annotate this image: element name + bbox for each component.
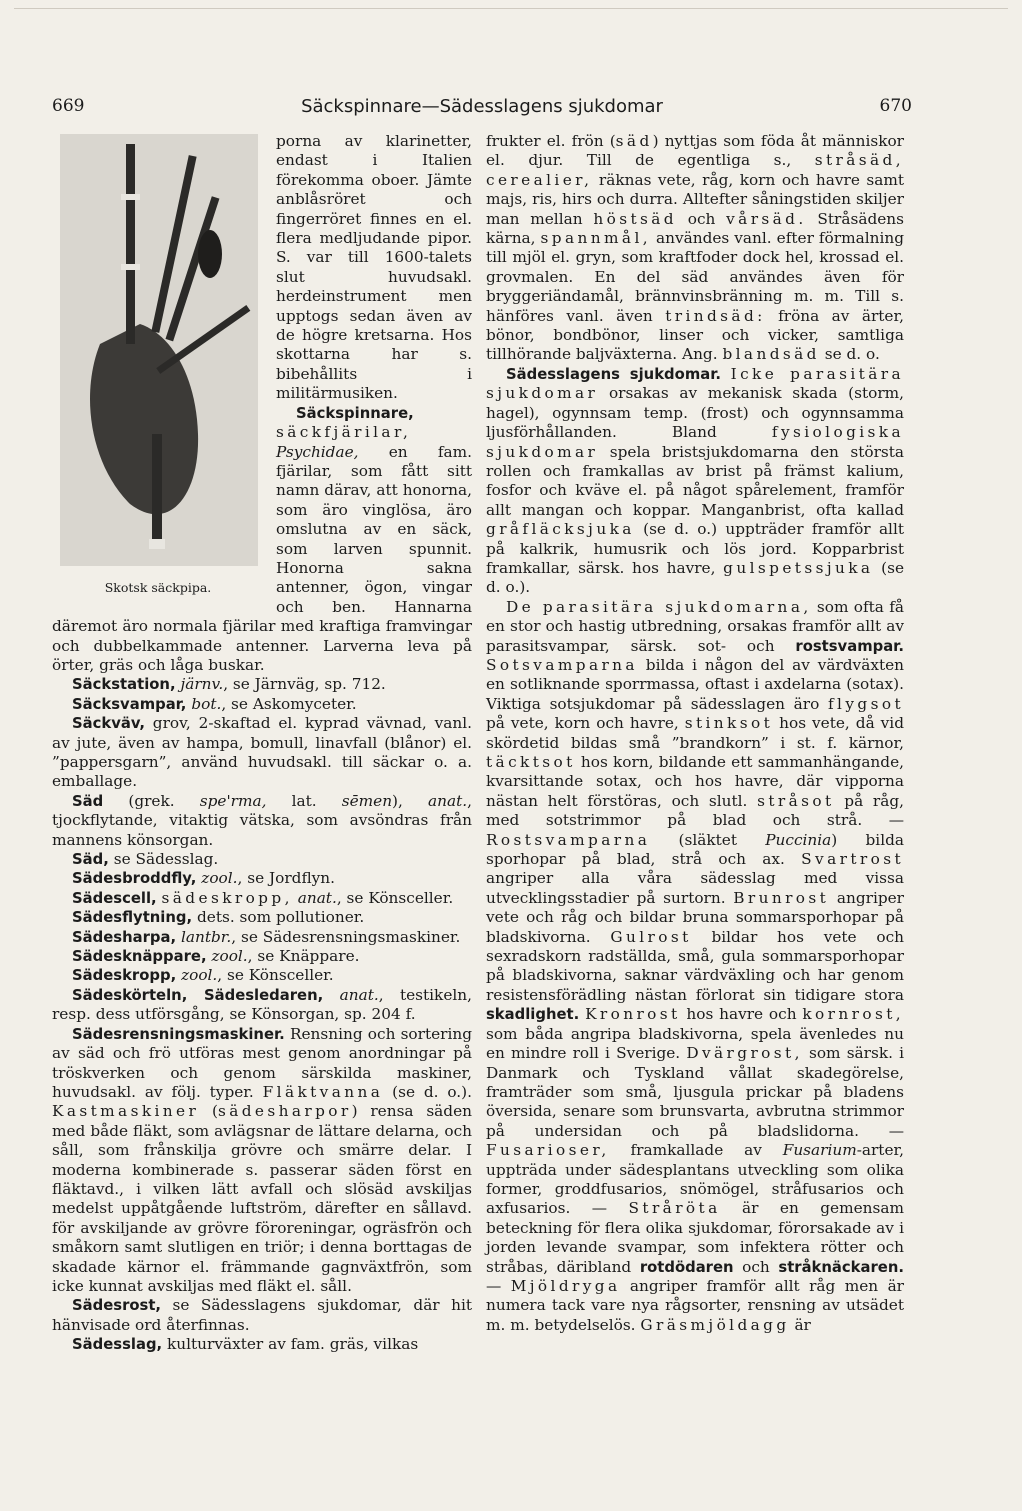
headword: Sädeskörteln, Sädesledaren, — [72, 986, 324, 1004]
spaced-term: Stråröta — [628, 1199, 721, 1218]
headword: Sädescell, — [72, 889, 157, 907]
entry-text: , se Järnväg, sp. 712. — [223, 675, 386, 694]
entry-text: se Sädesslag. — [108, 850, 219, 869]
italic-term: Psychidae, — [276, 442, 359, 461]
entry-text: , se Könsceller. — [336, 888, 454, 907]
spaced-term: kornrost, — [802, 1005, 904, 1024]
entry-text: orsakas av mekanisk skada (storm, hagel), ogynnsam temp. (frost) och ogynnsamma ljusförhållanden. Bland — [486, 384, 904, 442]
headword: Sädesslag, — [72, 1336, 163, 1354]
spaced-term: stråsot — [757, 791, 835, 810]
entry-text: , testikeln, resp. dess utförsgång, se Könsorgan, sp. 204 f. — [52, 985, 472, 1024]
bold-term: stråknäckaren. — [778, 1258, 904, 1276]
entry-text: lat. — [266, 791, 342, 810]
entry-text: är en gemensam beteckning för flera olika sjukdomar, förorsakade av i jorden levande svampar, som infektera rötter och stråbas, däribland — [486, 1199, 904, 1276]
headword: Sädesflytning, — [72, 909, 193, 927]
entry-sad-ref — [52, 850, 472, 869]
page-number-right: 670 — [879, 96, 912, 116]
entry-text: dets. som pollutioner. — [192, 908, 365, 927]
entry-text: , tjockflytande, vitaktig vätska, som avsöndras från mannens könsorgan. — [52, 791, 472, 849]
entry-text: , se Könsceller. — [217, 966, 334, 985]
spaced-term: flygsot — [828, 694, 904, 713]
entry-text: hos havre och — [680, 1005, 803, 1024]
spaced-term: Fusarioser, — [486, 1141, 610, 1160]
page-header — [52, 96, 912, 122]
entry-text: (se d. o.). — [486, 558, 904, 597]
spaced-term: täcktsot — [486, 753, 576, 771]
italic-term: bot. — [191, 694, 222, 713]
italic-term: Puccinia — [765, 830, 832, 849]
spaced-term: höstsäd — [593, 209, 677, 228]
entry-text: bilda i någon del av värdväxten en sotliknande sporrmassa, oftast i axdelarna (sotax). Viktiga sotsjukdomar på sädesslagen äro — [486, 655, 904, 713]
spaced-term: Kronrost — [585, 1005, 681, 1024]
headword: Säd, — [72, 851, 109, 869]
entry-text: Rensning och sortering av säd och frö utföras mest genom anordningar på tröskverken och genom särskilda maskiner, huvudsakl. av följ. typer. — [52, 1024, 472, 1101]
spaced-term: vårsäd. — [726, 209, 807, 228]
entry-text: ) bilda sporhopar på blad, strå och ax. — [486, 830, 905, 869]
entry-text: är — [789, 1315, 811, 1334]
entry-text: som båda angripa bladskivorna, spela ävenledes nu en mindre roll i Sverige. — [486, 1024, 904, 1063]
entry-sadesharpa — [52, 928, 472, 947]
spaced-term: Svartrost — [801, 850, 904, 869]
headword: Sädesrost, — [72, 1297, 162, 1315]
entry-text: kulturväxter av fam. gräs, vilkas — [162, 1335, 419, 1354]
entry-text: på vete, korn och havre, — [486, 714, 685, 733]
spaced-term: Mjöldryga — [510, 1276, 621, 1295]
spaced-term: Kastmaskiner — [52, 1102, 200, 1121]
italic-term: zool. — [181, 966, 218, 985]
entry-text: , se Askomyceter. — [221, 694, 357, 713]
left-column — [52, 132, 472, 1355]
spaced-term: spannmål, — [540, 229, 651, 248]
bagpipe-illustration — [60, 134, 258, 566]
entry-text: -arter, uppträda under sädesplantans utveckling som olika former, groddfusarios, snömögel, stråfusarios och axfusarios. — — [486, 1141, 904, 1218]
spaced-term: gulspetssjuka — [723, 558, 874, 577]
entry-text: fröna av ärter, bönor, bondbönor, linser och vicker, samtliga tillhörande baljväxterna. Ang. — [486, 306, 904, 364]
entry-sadesslag — [52, 1335, 472, 1354]
headword: Säckstation, — [72, 676, 176, 694]
headword: Sädesbroddfly, — [72, 870, 197, 888]
italic-term: anat. — [297, 888, 337, 907]
entry-text: ), — [392, 791, 429, 810]
bold-term: rotdödaren — [639, 1258, 734, 1276]
spaced-term: Gräsmjöldagg — [640, 1315, 790, 1334]
entry-text: användes vanl. efter förmalning till mjöl el. gryn, som kraftfoder dock hel, krossad el. grovmalen. En del säd användes även för bryggeriändamål, brännvinsbränning m. m. Till s. hänföres vanl. även — [486, 229, 904, 325]
page-number-left: 669 — [52, 96, 85, 116]
spaced-term: De parasitära sjukdomarna, — [506, 597, 812, 616]
entry-text: (se d. o.) uppträder framför allt på kalkrik, humusrik och lös jord. Kopparbrist framkallar, särsk. hos havre, — [486, 520, 904, 577]
spaced-term: stråsäd, cerealier, — [486, 151, 904, 189]
spaced-term: Gulrost — [610, 927, 692, 946]
sadesslag-continuation — [486, 132, 904, 365]
entry-text: , se Sädesrensningsmaskiner. — [231, 927, 461, 946]
spaced-term: Sotsvamparna — [486, 655, 638, 674]
entry-text: (släktet — [650, 830, 766, 849]
entry-sadesrensningsmaskiner — [52, 1025, 472, 1297]
headword: Sädesrensningsmaskiner. — [72, 1025, 285, 1043]
figure-caption: Skotsk säckpipa. — [104, 580, 212, 595]
entry-text: angriper framför allt råg men är numera tack vare nya rågsorter, rensning av utsädet m. m. betydelselös. — [486, 1276, 904, 1334]
entry-text — [721, 365, 731, 383]
headword: Säckspinnare, — [296, 404, 414, 422]
spaced-term: Brunrost — [733, 888, 830, 907]
headword: Sädesharpa, — [72, 928, 177, 946]
spaced-term: Fläktvanna — [262, 1082, 384, 1101]
entry-text: bildar hos vete och sexradskorn radställda, små, gula sommarsporhopar på bladskivorna, saknar värdväxling och har genom resistensförädling nästan förlorat sin tidigare stora — [486, 927, 905, 1004]
entry-text: och — [733, 1257, 779, 1276]
bagpipe-photo — [60, 134, 258, 566]
spaced-term: fysiologiska sjukdomar — [486, 423, 904, 461]
entry-text: ) nyttjas som föda åt människor el. djur. Till de egentliga s., — [486, 132, 904, 170]
entry-text: på råg, med sotstrimmor på blad och strå. — — [486, 791, 904, 830]
right-column — [486, 132, 904, 1335]
entry-sadesknappare — [52, 947, 472, 966]
spaced-term: sädesharpor — [217, 1102, 352, 1121]
italic-term: lantbr. — [180, 927, 232, 946]
italic-term: anat. — [339, 985, 379, 1004]
italic-term: sēmen — [341, 791, 393, 810]
bold-term: skadlighet. — [486, 1006, 580, 1024]
entry-text: angriper vete och råg och bildar bruna sommarsporhopar på bladskivorna. — [486, 888, 904, 946]
spaced-term: blandsäd — [722, 345, 820, 364]
entry-text: och — [676, 209, 727, 228]
entry-text: — — [486, 1276, 511, 1295]
entry-text: grov, 2-skaftad el. kyprad vävnad, vanl. av jute, även av hampa, bomull, linavfall (blånor) el. ”pappersgarn”, använd huvudsakl. till säckar o. a. emballage. — [52, 714, 472, 791]
entry-text: som särsk. i Danmark och Tyskland vållat skadegörelse, framträder som små, ljusgula prickar på bladens översida, senare som brunsvarta, avbrutna strimmor på undersidan och på bladslidorna. — — [486, 1044, 904, 1140]
spaced-term: Dvärgrost, — [686, 1044, 803, 1063]
entry-text: (se d. o.). — [383, 1082, 472, 1101]
spaced-term: säd — [615, 132, 653, 150]
entry-sadeskropp — [52, 966, 472, 985]
entry-sackstation — [52, 675, 472, 694]
spaced-term: gråfläcksjuka — [486, 520, 635, 539]
italic-term: zool. — [211, 947, 248, 966]
entry-text: (grek. — [103, 791, 200, 810]
entry-text: räknas vete, råg, korn och havre samt majs, ris, hirs och durra. Alltefter såningstiden skiljer man mellan — [486, 170, 904, 228]
top-border-line — [14, 8, 1008, 9]
entry-text: ( — [199, 1102, 218, 1121]
paragraph-parasitara — [486, 598, 904, 1335]
italic-term: anat. — [428, 791, 468, 810]
entry-text: en fam. fjärilar, som fått sitt namn därav, att honorna, som äro vinglösa, äro omslutna av en säck, som larven spunnit. Honorna sakna antenner, ögon, vingar och ben. Hannarna däremot äro normala fjärilar med kraftiga framvingar och dubbelkammade antenner. Larverna leva på örter, gräs och låga buskar. — [52, 442, 472, 674]
headword: Säckväv, — [72, 715, 145, 733]
italic-term: zool. — [201, 869, 238, 888]
entry-text: frukter el. frön ( — [486, 132, 616, 150]
headword: Sädesslagens sjukdomar. — [506, 365, 722, 383]
entry-text: , se Knäppare. — [247, 947, 360, 966]
entry-text: , se Jordflyn. — [237, 869, 336, 888]
entry-text: framkallade av — [609, 1141, 783, 1160]
entry-text: hos vete, då vid skördetid bildas små ”brandkorn” i st. f. kärnor, — [486, 714, 904, 752]
entry-sadesbroddfly — [52, 869, 472, 888]
entry-sadesrost — [52, 1296, 472, 1335]
headword: Säd — [72, 792, 104, 810]
spaced-term: Rostsvamparna — [486, 830, 651, 849]
bold-term: rostsvampar. — [795, 637, 904, 655]
spaced-term: Icke parasitära sjukdomar — [486, 364, 904, 403]
entry-sadescell — [52, 889, 472, 908]
entry-text: spela bristsjukdomarna den största rollen och framkallas av brist på främst kalium, fosfor och kväve el. på något spårelement, framför allt mangan och koppar. Manganbrist, ofta kallad — [486, 442, 904, 519]
spaced-term: stinksot — [684, 714, 774, 733]
headword: Sädeskropp, — [72, 967, 177, 985]
headword: Sädesknäppare, — [72, 948, 207, 966]
figure-bagpipe — [52, 132, 264, 606]
entry-sackvav — [52, 714, 472, 792]
spaced-term: trindsäd: — [665, 306, 766, 325]
entry-text: hos korn, bildande ett sammanhängande, kvarsittande sotax, och hos havre, där vipporna nästan helt förstöras, och slutl. — [486, 753, 904, 810]
italic-term: järnv. — [180, 675, 224, 694]
spaced-term: säckfjärilar, — [276, 423, 412, 442]
italic-term: spe'rma, — [199, 791, 267, 810]
headword: Säcksvampar, — [72, 695, 187, 713]
spaced-term: sädeskropp, — [161, 888, 293, 907]
entry-text: angriper alla våra sädesslag med vissa utvecklingsstadier på surtorn. — [486, 869, 904, 907]
entry-text: ) rensa säden med både fläkt, som avlägsnar de lättare delarna, och såll, som frånskilja grövre och smärre delar. I moderna kombinerade s. passerar säden först en fläktavd., i vilken lätt avfall och slösäd avskiljas medelst uppåtgående luftström, därefter en sållavd. för avskiljande av grövre föroreningar, ogräsfrön och småkorn samt slutligen en triör; i denna borttagas de skadade kärnor el. främmande gagnväxtfrön, som icke kunnat avskiljas med fläkt el. såll. — [52, 1102, 472, 1295]
entry-text: se Sädesslagens sjukdomar, där hit hänvisade ord återfinnas. — [52, 1296, 472, 1334]
entry-text: som ofta få en stor och hastig utbredning, orsakas framför allt av parasitsvampar, särsk. sot- och — [486, 597, 905, 655]
entry-text: Stråsädens kärna, — [486, 209, 904, 248]
entry-sadesslagens-sjukdomar — [486, 365, 904, 598]
entry-sacksvampar — [52, 695, 472, 714]
entry-sadesflytning — [52, 908, 472, 927]
entry-sadeskorteln — [52, 986, 472, 1025]
entry-sad — [52, 792, 472, 850]
italic-term: Fusarium — [782, 1141, 857, 1160]
entry-text: se d. o. — [819, 345, 880, 364]
running-title: Säckspinnare—Sädesslagens sjukdomar — [301, 96, 663, 117]
bagpipe-continuation: porna av klarinetter, endast i Italien förekomma oboer. Jämte anblåsröret och fingerröret finnes en el. flera medljudande pipor. S. var till 1600-talets slut huvudsakl. herdeinstrument men upptogs sedan även av de högre kretsarna. Hos skottarna har s. bibehållits i militärmusiken. — [276, 132, 472, 403]
